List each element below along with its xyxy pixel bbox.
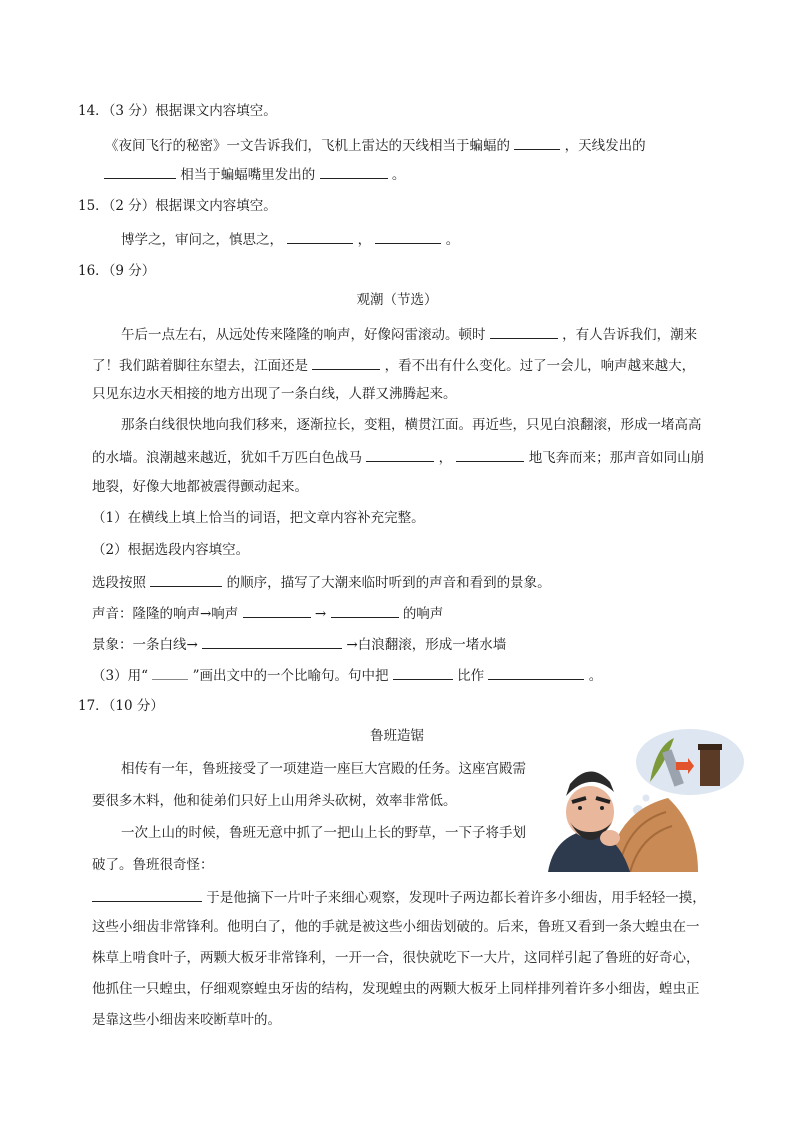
q14-heading: 14．（3 分）根据课文内容填空。 xyxy=(78,103,277,119)
q16-text: ，有人告诉我们，潮来 xyxy=(562,327,698,343)
q14-blank-3[interactable] xyxy=(320,164,388,179)
q16-blank-9[interactable] xyxy=(393,665,453,680)
q16-text: 地飞奔而来；那声音如同山崩 xyxy=(528,450,705,466)
q16-blank-5[interactable] xyxy=(150,572,222,587)
q16-blank-8[interactable] xyxy=(202,634,342,649)
q17-para-line: 株草上啃食叶子，两颗大板牙非常锋利，一开一合，很快就吃下一大片，这同样引起了鲁班的好奇心， xyxy=(92,950,700,966)
q16-text: ”画出文中的一个比喻句。句中把 xyxy=(192,668,389,684)
q15-line-1 xyxy=(121,229,459,249)
q17-para-line: 他抓住一只蝗虫，仔细观察蝗虫牙齿的结构，发现蝗虫的两颗大板牙上同样排列着许多小细齿，蝗虫正 xyxy=(92,981,700,997)
q16-passage-title: 观潮（节选） xyxy=(356,292,438,308)
q15-heading: 15．（2 分）根据课文内容填空。 xyxy=(78,198,277,214)
q16-text: ， xyxy=(438,450,453,466)
q16-sub-3 xyxy=(92,665,602,685)
q16-blank-6[interactable] xyxy=(243,603,311,618)
q17-para-line xyxy=(92,887,706,907)
q16-text: → xyxy=(314,606,327,622)
q16-heading: 16．（9 分） xyxy=(78,263,156,279)
q17-blank-1[interactable] xyxy=(92,887,202,902)
q14-text: 《夜间飞行的秘密》一文告诉我们，飞机上雷达的天线相当于蝙蝠的 xyxy=(105,138,510,154)
q14-line-1 xyxy=(105,135,646,155)
q16-text: 选段按照 xyxy=(92,575,146,591)
q16-para-line: 地裂，好像大地都被震得颤动起来。 xyxy=(92,479,308,495)
q16-sub-2-line-2 xyxy=(92,603,443,623)
q17-para-line: 这些小细齿非常锋利。他明白了，他的手就是被这些小细齿划破的。后来，鲁班又看到一条大蝗虫在一 xyxy=(92,919,700,935)
q14-text: ，天线发出的 xyxy=(564,138,646,154)
q16-text: →白浪翻滚，形成一堵水墙 xyxy=(346,637,507,653)
q16-text: 比作 xyxy=(457,668,485,684)
q16-sub-1: （1）在横线上填上恰当的词语，把文章内容补充完整。 xyxy=(92,510,425,526)
q17-passage-title: 鲁班造锯 xyxy=(370,728,424,744)
q16-blank-4[interactable] xyxy=(456,447,524,462)
q17-text: 于是他摘下一片叶子来细心观察，发现叶子两边都长着许多小细齿，用手轻轻一摸， xyxy=(206,890,706,906)
q16-text: 的顺序，描写了大潮来临时听到的声音和看到的景象。 xyxy=(226,575,551,591)
q17-para-line: 相传有一年，鲁班接受了一项建造一座巨大宫殿的任务。这座宫殿需 xyxy=(121,761,526,777)
q14-blank-1[interactable] xyxy=(514,135,560,150)
q16-blank-2[interactable] xyxy=(312,355,380,370)
q17-para-line: 一次上山的时候，鲁班无意中抓了一把山上长的野草，一下子将手划 xyxy=(121,825,526,841)
q15-text: 。 xyxy=(445,232,460,248)
q16-para-line xyxy=(92,447,704,467)
q17-para-line: 破了。鲁班很奇怪： xyxy=(92,857,214,873)
q16-underline-sample xyxy=(152,665,188,680)
q16-text: 了！我们踮着脚往东望去，江面还是 xyxy=(92,358,308,374)
q16-text: 景象：一条白线→ xyxy=(92,637,198,653)
q14-blank-2[interactable] xyxy=(104,164,176,179)
q16-text: （3）用“ xyxy=(92,668,148,684)
q16-text: 声音：隆隆的响声→响声 xyxy=(92,606,239,622)
q16-para-line xyxy=(92,355,695,375)
q16-blank-7[interactable] xyxy=(331,603,399,618)
q14-line-2 xyxy=(104,164,405,184)
q15-blank-2[interactable] xyxy=(375,229,441,244)
q16-text: 午后一点左右，从远处传来隆隆的响声，好像闷雷滚动。顿时 xyxy=(121,327,486,343)
q16-text: ，看不出有什么变化。过了一会儿，响声越来越大， xyxy=(384,358,696,374)
q16-text: 的水墙。浪潮越来越近，犹如千万匹白色战马 xyxy=(92,450,362,466)
q17-para-line: 要很多木料，他和徒弟们只好上山用斧头砍树，效率非常低。 xyxy=(92,793,457,809)
q16-sub-2: （2）根据选段内容填空。 xyxy=(92,542,250,558)
q16-blank-3[interactable] xyxy=(366,447,434,462)
q16-sub-2-line-3 xyxy=(92,634,506,654)
q15-blank-1[interactable] xyxy=(287,229,353,244)
q16-blank-10[interactable] xyxy=(488,665,584,680)
lu-ban-illustration xyxy=(548,726,744,872)
q15-text: ， xyxy=(357,232,372,248)
q16-para-line: 那条白线很快地向我们移来，逐渐拉长，变粗，横贯江面。再近些，只见白浪翻滚，形成一堵高高 xyxy=(121,417,702,433)
q16-para-line xyxy=(121,324,697,344)
q17-heading: 17．（10 分） xyxy=(78,698,164,714)
q16-text: 。 xyxy=(588,668,603,684)
q16-sub-2-line-1 xyxy=(92,572,551,592)
q15-text: 博学之，审问之，慎思之， xyxy=(121,232,283,248)
q14-text: 相当于蝙蝠嘴里发出的 xyxy=(180,167,316,183)
q14-text: 。 xyxy=(391,167,406,183)
q16-para-line: 只见东边水天相接的地方出现了一条白线，人群又沸腾起来。 xyxy=(92,386,457,402)
q17-para-line: 是靠这些小细齿来咬断草叶的。 xyxy=(92,1012,281,1028)
q16-text: 的响声 xyxy=(402,606,444,622)
q16-blank-1[interactable] xyxy=(490,324,558,339)
